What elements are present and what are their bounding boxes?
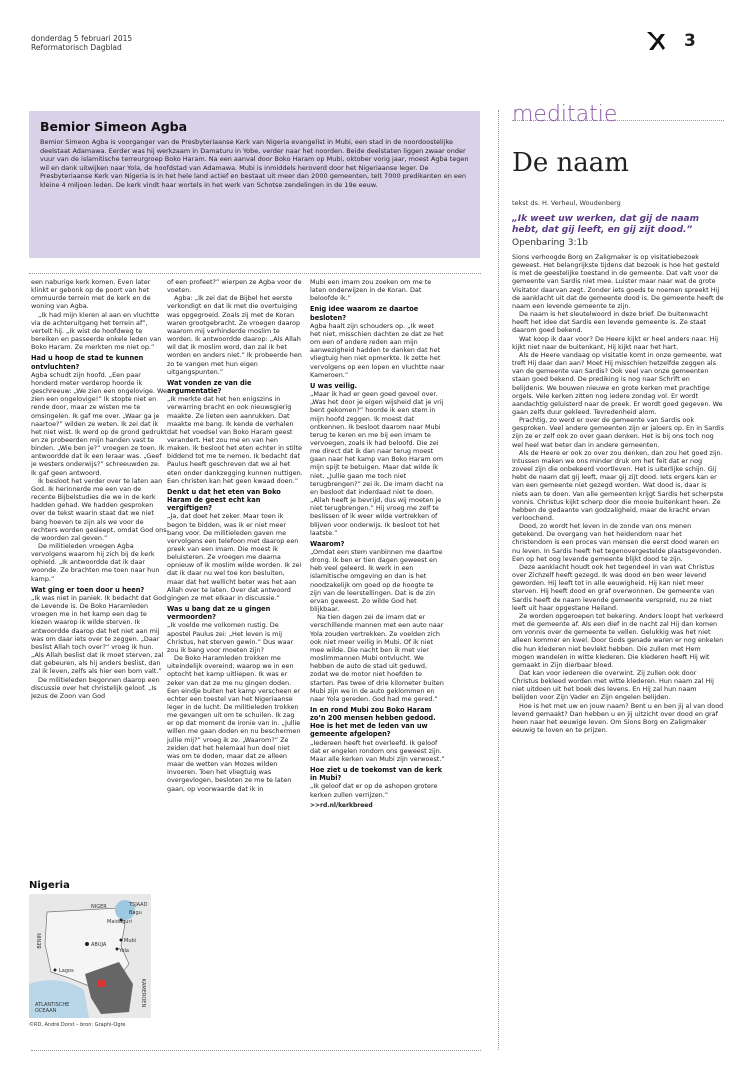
paragraph: „Ja, dat doet het zeker. Maar toen ik begon te bidden, was ik er niet meer bang voor. De militieleden gaven me vervolgens een telefoon met daarop een preek van een imam. Die moest ik beluisteren. Ze vroegen me daarna opnieuw of ik moslim wilde worden. Ik zei dat ik daar nu wel toe kon besluiten, maar dat het wellicht beter was het aan Allah over te laten. Over dat antwoord gingen ze met elkaar in discussie.” [167, 512, 302, 602]
subheading: Denkt u dat het eten van Boko Haram de geest echt kan vergiftigen? [167, 487, 281, 513]
paragraph: Mubi een imam zou zoeken om me te laten onderwijzen in de Koran. Dat beloofde ik.” [310, 278, 432, 303]
map-label: NIGER [91, 904, 107, 910]
map-caption: ©RD, André Dorst – bron: Graphi-Ogre [29, 1022, 126, 1028]
paragraph: Prachtig, zo werd er over de gemeente van Sardis ook gesproken. Veel andere gemeenten zijn er jaloers op. En in Sardis zijn ze er zelf ook zo over gaan denken. Het is bij ons toch nog wel heel wat beter dan in andere gemeenten. [512, 416, 724, 449]
paragraph: Als de Heere er ook zo over zou denken, dan zou het goed zijn. Intussen maken we ons minder druk om het feit dat er nog zoveel zijn die onbekeerd voortleven. Het is uiterlijke schijn. Gij hebt de naam dat gij leeft, maar gij zijt dood. Iets ergers kan er van een gemeente niet gezegd worden. Wat dood is, daar is niets aan te doen. Van alle gemeenten krijgt Sardis het scherpste vonnis. Christus kijkt scherp door die mooie buitenkant heen. Ze hebben de gedaante van godzaligheid, maar de kracht ervan verloochend. [512, 448, 724, 522]
paragraph: De militieleden vroegen Agba vervolgens waarom hij zich bij de kerk ophield. „Ik antwoordde dat ik daar woonde. Ze brachten me toen naar hun kamp.” [31, 542, 160, 583]
paragraph: Agba: „Ik zei dat de Bijbel het eerste verkondigt en dat ik met die overtuiging was opgegroeid. Zoals zij met de Koran waren grootgebracht. Ze vroegen daarop waarom mij verhinderde moslim te worden. Ik antwoordde daarop: „Als Allah wil dat ik moslim word, dan zal ik het worden en anders niet.” Ik probeerde hen zo te vangen met hun eigen uitgangspunten.” [167, 294, 302, 376]
map-label: Bagu [129, 910, 142, 916]
paragraph: een naburige kerk komen. Even later klinkt er gebonk op de poort van het ommuurde terrein met de kerk en de woning van Agba. [31, 278, 151, 311]
paragraph: „Omdat een stem vanbinnen me daartoe drong. Ik ben er tien dagen geweest en heb veel geleerd. Ik werk in een islamitische omgeving en dan is het noodzakelijk om goed op de hoogte te zijn van de leerstellingen. Dat is de zin ervan geweest. Zo wilde God het blijkbaar. [310, 548, 443, 614]
column-divider [498, 110, 499, 1050]
paragraph: De Boko Haramleden trokken me uiteindelijk overeind, waarop we in een optocht het kamp uitliepen. Ik was er zeker van dat ze me nu gingen doden. Een eindje buiten het kamp verscheen er echter een toestel van het Nigeriaanse leger in de lucht. De militieleden trokken me gevangen uit om te schuilen. Ik zag er op dat moment de ironie van in. „Jullie willen me gaan doden en nu beschermen jullie mij?” vroeg ik ze. „Waarom?” Ze zeiden dat het helemaal hun doel niet was om te doden, maar dat ze alleen maar de wetten van Mozes wilden invoeren. Toen het vliegtuig was overgevlogen, besloten ze me te laten gaan, op voorwaarde dat ik in [167, 654, 301, 793]
meditation-quote: „Ik weet uw werken, dat gij de naam hebt, dat gij leeft, en gij zijt dood.” [512, 214, 699, 235]
rd-logo-icon [644, 30, 666, 52]
paragraph: „Ik merkte dat het hen enigszins in verwarring bracht en ook nieuwsgierig maakte. Ze lieten een aanrukken. Dat maakte me bang. Ik kende de verhalen dat het voedsel van Boko Haram geest verandert. Het zou me en van hen maken. Ik besloot het eten echter in stilte biddend tot me te nemen. Ik bedacht dat Paulus heeft geschreven dat we al het eten onder dankzegging kunnen nuttigen. Een christen kan het geen kwaad doen.” [167, 395, 303, 485]
subheading: Enig idee waarom ze daartoe besloten? [310, 305, 419, 322]
web-link: >>rd.nl/kerkbreed [310, 801, 373, 809]
newspaper-name: Reformatorisch Dagblad [31, 43, 122, 52]
paragraph: Agba schudt zijn hoofd. „Een paar honderd meter verderop hoorde ik geschreeuw: „We zien een ongelovige. We zien een ongelovige!” Ik stopte niet en rende door, maar ze wisten me te omsingelen. Ik gaf me over. „Waar ga je naartoe?” wilden ze weten. Ik zei dat ik het niet wist. Ik werd op de grond gedrukt en ze probeerden mijn handen vast te binden. „Wie ben je?” vroegen ze toen. Ik antwoordde dat ik een leraar was. „Geef je westers onderwijs?” schreeuwden ze. Ik gaf geen antwoord. [31, 370, 167, 477]
nigeria-map [29, 880, 151, 1020]
paragraph: „Ik was niet in paniek. Ik bedacht dat God de Levende is. De Boko Haramleden vroegen me in het kamp een dag te kiezen waarop ik wilde sterven. Ik antwoordde daarop dat het niet aan mij was om daar iets over te zeggen. „Daar beslist Allah toch over?” vroeg ik hun. „Als Allah beslist dat ik moet sterven, zal dat gebeuren, als hij anders beslist, dan zal ik leven, zelfs als hier een bom valt.” [31, 593, 167, 676]
paragraph: „Maar ik had er geen goed gevoel over. „Was het door je eigen wijsheid dat je vrij bent gekomen?” hoorde ik een stem in mijn hoofd zeggen. Ik moest dat ontkennen. Ik besloot daarom naar Mubi terug te keren en me bij een imam te vervoegen, zoals ik had beloofd. Die zei me direct dat ik dan naar terug moest gaan naar het kamp van Boko Haram om mijn spijt te betuigen. Maar dat wilde ik niet. „Jullie gaan me toch niet terugbrengen?” zei ik. De imam dacht na en besloot dat inderdaad niet te doen. „Allah heeft je bevrijd, dus wij moeten je niet terugbrengen.” Hij vroeg me zelf te beslissen of ik weer wilde vertrekken of blijven voor onderwijs. Ik besloot tot het laatste.” [310, 390, 444, 537]
paragraph: Wat koop ik daar voor? De Heere kijkt er heel anders naar. Hij kijkt niet naar de buitenkant, Hij kijkt naar het hart. [512, 334, 718, 351]
paragraph: Sions verhoogde Borg en Zaligmaker is op visitatiebezoek geweest. Het belangrijkste tijdens dat bezoek is hoe het gesteld is met de geestelijke toestand in de gemeente. Dat valt voor de gemeente van Sardis niet mee. Luister maar naar wat de grote Visitator daarvan zegt. Zonder iets goeds te noemen spreekt Hij de aanklacht uit dat de gemeente dood is. De gemeente heeft de naam een levende gemeente te zijn. [512, 253, 724, 310]
paragraph: Ik besloot het verder over te laten aan God. Ik herinnerde me een van de recente Bijbelstudies die we in de kerk hadden gehad. We hadden gesproken over de tekst waarin staat dat we niet bang hoeven te zijn als we voor de rechters worden gesleept, omdat God ons de woorden zal geven.” [31, 476, 167, 542]
bio-box-text: Bemior Simeon Agba is voorganger van de Presbyteriaanse Kerk van Nigeria evangelist in Mubi, een stad in de noordoostelijke deelstaat Adamawa. Eerder was hij werkzaam in Damaturu in Yobe, verder naar het noorden. Beide deelstaten liggen zwaar onder vuur van de islamitische terreurgroep Boko Haram. Na een aanval door Boko Haram op Mubi, oktober vorig jaar, moest Agba tegen wil en dank uitwijken naar Yola, de hoofdstad van Adamawa. Mubi is inmiddels heroverd door het Nigeriaanse leger. De Presbyteriaanse Kerk van Nigeria is in het hele land actief en bestaat uit meer dan 2000 gemeenten, telt 7000 predikanten en een kleine 4 miljoen leden. De kerk vindt haar wortels in het werk van Schotse zendelingen in de 19e eeuw. [40, 138, 469, 189]
map-label: Lagos [59, 968, 74, 974]
paragraph: Na tien dagen zei de imam dat er verschillende mannen met een auto naar Yola zouden vertrekken. Ze voelden zich ook niet meer veilig in Mubi. Of ik niet mee wilde. Die nacht ben ik met vier moslimmannen Mubi ontvlucht. We hebben de auto de stad uit geduwd, zodat we de motor niet hoefden te starten. Pas twee of drie kilometer buiten Mubi zijn we in de auto geklommen en naar Yola gereden. God had me gered.” [310, 613, 444, 703]
paragraph: De naam is het sleutelwoord in deze brief. De buitenwacht heeft het idee dat Sardis een levende gemeente is. Ze staat daarom goed bekend. [512, 310, 708, 335]
meditation-author: tekst ds. H. Verheul, Woudenberg [512, 199, 621, 207]
paragraph: Ze worden opgeroepen tot bekering. Anders loopt het verkeerd met de gemeente af. Als een dief in de nacht zal Hij dan komen om vonnis over de gemeente te vellen. Gelukkig was het niet alleen kommer en kwel. Door Gods genade waren er nog enkelen die hun klederen niet bevlekt hebben. Die zullen met Hem mogen wandelen in witte klederen. Die klederen heeft Hij wit gemaakt in Zijn dierbaar bloed. [512, 611, 724, 669]
divider-dotted [31, 1050, 481, 1051]
article-column-1 [31, 278, 167, 878]
map-title: Nigeria [29, 880, 70, 891]
subheading: Hoe ziet u de toekomst van de kerk in Mubi? [310, 766, 442, 783]
bio-box [29, 111, 480, 258]
meditation-reference: Openbaring 3:1b [512, 238, 588, 248]
paragraph: Hoe is het met uw en jouw naam? Bent u en ben jij al van dood levend gemaakt? Dan hebben u en jij uitzicht over dood en graf heen naar het eeuwige leven. Om Sions Borg en Zaligmaker eeuwig te loven en te prijzen. [512, 701, 724, 735]
article-column-3 [310, 278, 446, 1044]
map-label: BENIN [36, 933, 43, 949]
map-label: ABUJA [91, 942, 107, 948]
paragraph: Agba haalt zijn schouders op. „Ik weet het niet, misschien dachten ze dat ze het om een of andere reden aan mijn aanwezigheid hadden te danken dat het vliegtuig hen niet opmerkte. Ik zette het vervolgens op een lopen en vluchtte naar Kameroen.” [310, 321, 445, 379]
paragraph: „Ik voelde me volkomen rustig. De apostel Paulus zei: „Het leven is mij Christus, het sterven gewin.” Dus waar zou ik bang voor moeten zijn? [167, 621, 294, 654]
paragraph: „Ik had mijn kleren al aan en vluchtte via de achteruitgang het terrein af”, vertelt hij. „Ik wist de hoofdweg te bereiken en passeerde enkele leden van Boko Haram. Ze merkten me niet op.” [31, 310, 162, 352]
subheading: In en rond Mubi zou Boko Haram zo’n 200 mensen hebben gedood. Hoe is het met de leden van uw gemeente afgelopen? [310, 705, 436, 739]
article-column-2 [167, 278, 303, 1044]
header-date-block [31, 34, 132, 52]
subheading: Had u hoop de stad te kunnen ontvluchten? [31, 354, 144, 371]
map-label: Yola [119, 948, 129, 954]
subheading: Waarom? [310, 539, 345, 548]
subheading: Wat vonden ze van die argumentatie? [167, 378, 252, 396]
map-label: ATLANTISCHE OCEAAN [35, 1002, 70, 1014]
paragraph: „Ik geloof dat er op de ashopen grotere kerken zullen verrijzen.” [310, 782, 438, 799]
paragraph: Dood, zo wordt het leven in de zonde van ons menen getekend. De overgang van het heidendom naar het christendom is een proces van mensen die eerst dood waren en nu leven. In Sardis heeft het tegenovergestelde plaatsgevonden. Een op het oog levende gemeente blijkt dood te zijn. [512, 522, 722, 563]
paragraph: Als de Heere vandaag op visitatie komt in onze gemeente, wat treft Hij daar dan aan? Moet Hij misschien hetzelfde zeggen als van de gemeente van Sardis? Ook veel van onze gemeenten staan goed bekend. De prediking is nog naar Schrift en belijdenis. We bouwen nieuwe en grote kerken met prachtige orgels. Vele kerken zitten nog iedere zondag vol. Er wordt aandachtig geluisterd naar de preek. Er wordt goed gegeven. We gaan zelfs duur gekleed. Tevredenheid alom. [512, 350, 723, 416]
map-label: KAMEROEN [140, 978, 147, 1008]
paragraph: „Iedereen heeft het overleefd. Ik geloof dat er engelen rondom ons geweest zijn. Maar alle kerken van Mubi zijn verwoest.” [310, 738, 445, 763]
rubric-title: meditatie [512, 102, 618, 127]
paragraph: De militieleden begonnen daarop een discussie over het christelijk geloof. „Is Jezus de Zoon van God [31, 675, 160, 700]
map-label: Maiduguri [107, 919, 132, 925]
map-label: TSJAAD [129, 902, 148, 908]
divider-dotted [29, 273, 481, 274]
meditation-body [512, 253, 724, 1063]
subheading: U was veilig. [310, 381, 358, 390]
subheading: Wat ging er toen door u heen? [31, 585, 145, 594]
meditation-title: De naam [512, 148, 629, 178]
map-label: Mubi [124, 938, 137, 944]
paragraph: Dat kan voor iedereen die overwint. Zij zullen ook door Christus bekleed worden met witte klederen. Hun naam zal Hij niet uitdoen uit het boek des levens. En Hij zal hun naam belijden voor Zijn Vader en Zijn engelen belijden. [512, 668, 714, 702]
paragraph: of een profeet?” wierpen ze Agba voor de voeten. [167, 278, 302, 295]
subheading: Was u bang dat ze u gingen vermoorden? [167, 605, 271, 622]
bio-box-title: Bemior Simeon Agba [40, 119, 188, 134]
issue-date: donderdag 5 februari 2015 [31, 34, 133, 43]
paragraph: Deze aanklacht houdt ook het tegendeel in van wat Christus over Zichzelf heeft gezegd. Ik was dood en ben weer levend geworden. Hij leeft tot in alle eeuwigheid. Hij kan niet meer sterven. Hij heeft dood en graf overwonnen. De gemeente van Sardis heeft de naam levende gemeente verspreid, nu ze niet leeft uit haar opgestane Heiland. [512, 562, 715, 612]
page-number: 3 [684, 31, 696, 51]
